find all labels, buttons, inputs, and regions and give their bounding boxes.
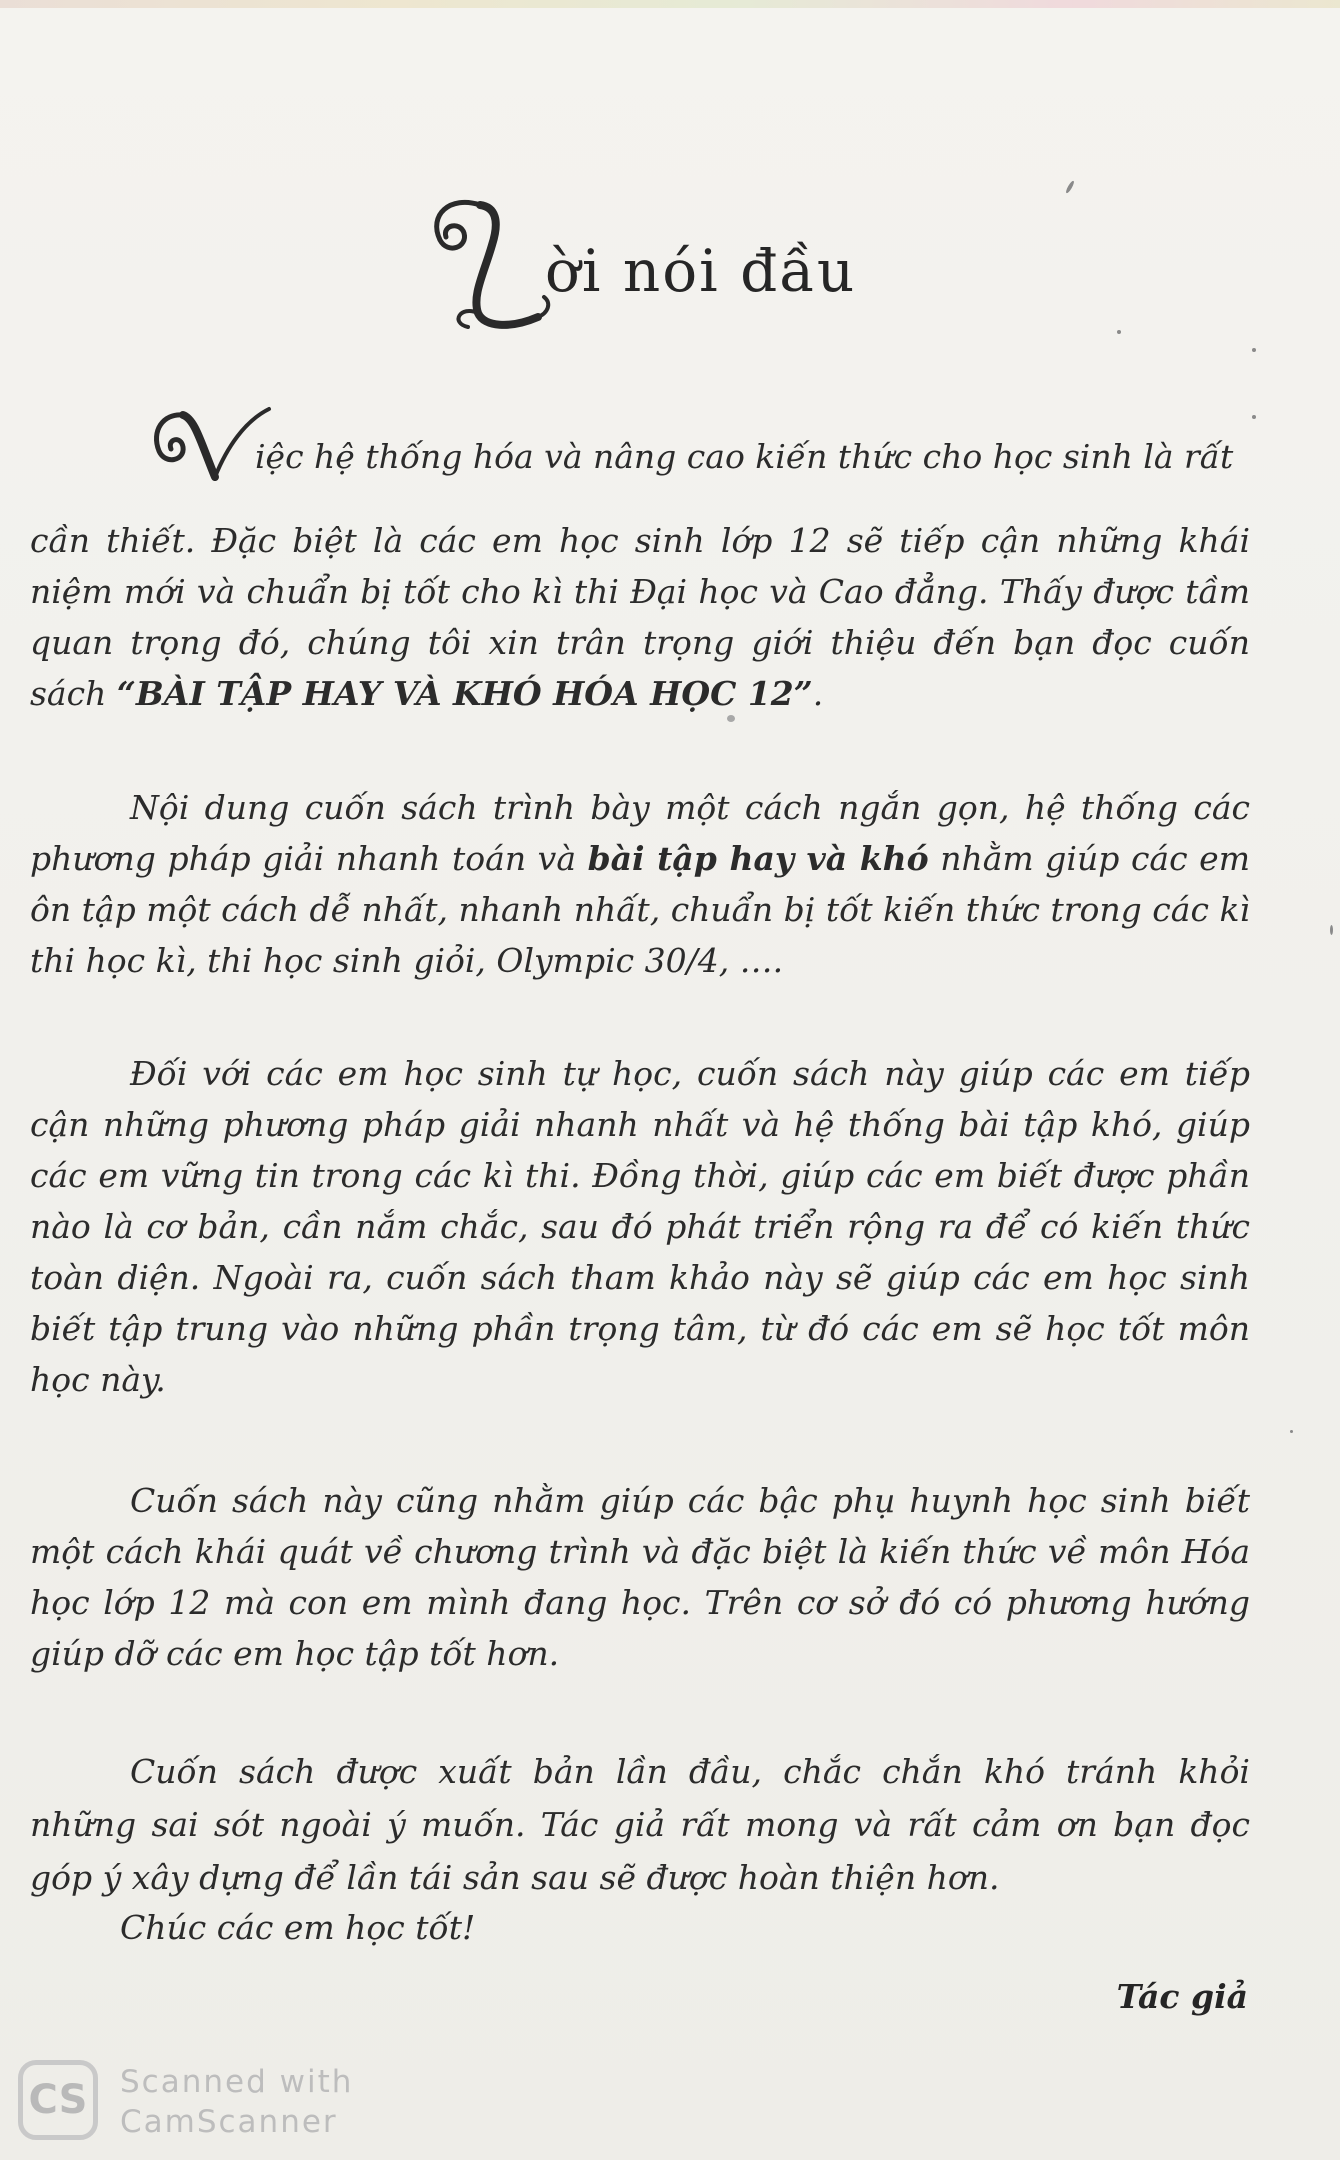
paragraph-1-first-line: iệc hệ thống hóa và nâng cao kiến thức cho học sinh là rất <box>255 437 1234 476</box>
scan-speck <box>1117 330 1121 334</box>
paragraph-4-text: Cuốn sách này cũng nhằm giúp các bậc phụ huynh học sinh biết một cách khái quát về chương trình và đặc biệt là kiến thức về môn Hóa học lớp 12 mà con em mình đang học. Trên cơ sở đó có phương hướng giúp dỡ các em học tập tốt hơn. <box>30 1481 1250 1673</box>
paragraph-1-text: cần thiết. Đặc biệt là các em học sinh lớp 12 sẽ tiếp cận những khái niệm mới và chuẩn bị tốt cho kì thi Đại học và Cao đẳng. Thấy được tầm quan trọng đó, chúng tôi xin trân trọng giới thiệu đến bạn đọc cuốn sách <box>30 521 1250 713</box>
author-signature: Tác giả <box>1116 1977 1248 2016</box>
scan-speck <box>1065 180 1075 194</box>
page-top-edge <box>0 0 1340 8</box>
page-title-text: ời nói đầu <box>545 237 857 305</box>
camscanner-logo-icon: CS <box>18 2060 98 2140</box>
page-title <box>420 185 980 335</box>
paragraph-3-text: Đối với các em học sinh tự học, cuốn sách này giúp các em tiếp cận những phương pháp giải nhanh nhất và hệ thống bài tập khó, giúp các em vững tin trong các kì thi. Đồng thời, giúp các em biết được phần nào là cơ bản, cần nắm chắc, sau đó phát triển rộng ra để có kiến thức toàn diện. Ngoài ra, cuốn sách tham khảo này sẽ giúp các em học sinh biết tập trung vào những phần trọng tâm, từ đó các em sẽ học tốt môn học này. <box>30 1054 1250 1399</box>
watermark-line-2: CamScanner <box>120 2104 338 2140</box>
scan-speck <box>727 715 735 722</box>
paragraph-2-text-b: nhằm giúp các em ôn tập một cách dễ nhất, nhanh nhất, chuẩn bị tốt kiến thức trong các kì thi học kì, thi học sinh giỏi, Olympic 30/4, …. <box>30 839 1251 980</box>
paragraph-1-end: . <box>812 674 824 713</box>
watermark-text <box>120 2062 353 2142</box>
paragraph-5-text: Cuốn sách được xuất bản lần đầu, chắc chắn khó tránh khỏi những sai sót ngoài ý muốn. Tác giả rất mong và rất cảm ơn bạn đọc góp ý xây dựng để lần tái sản sau sẽ được hoàn thiện hơn. <box>30 1752 1250 1897</box>
paragraph-4 <box>30 1475 1250 1679</box>
scan-speck <box>1252 415 1256 419</box>
book-title: “BÀI TẬP HAY VÀ KHÓ HÓA HỌC 12” <box>116 674 813 713</box>
paragraph-2-bold: bài tập hay và khó <box>587 839 929 878</box>
decorative-drop-cap-l <box>420 185 560 335</box>
paragraph-1 <box>30 515 1250 719</box>
paragraph-2 <box>30 782 1250 986</box>
camscanner-watermark <box>18 2060 358 2150</box>
scan-speck <box>1290 1430 1293 1433</box>
paragraph-5 <box>30 1745 1250 1904</box>
paragraph-3 <box>30 1048 1250 1405</box>
paragraph-2-text-a: Nội dung cuốn sách trình bày một cách ngắn gọn, hệ thống các phương pháp giải nhanh toán và <box>30 788 1250 878</box>
scan-speck <box>1252 348 1256 352</box>
watermark-line-1: Scanned with <box>120 2064 354 2100</box>
closing-wish: Chúc các em học tốt! <box>120 1908 476 1947</box>
scan-speck <box>1330 925 1333 935</box>
